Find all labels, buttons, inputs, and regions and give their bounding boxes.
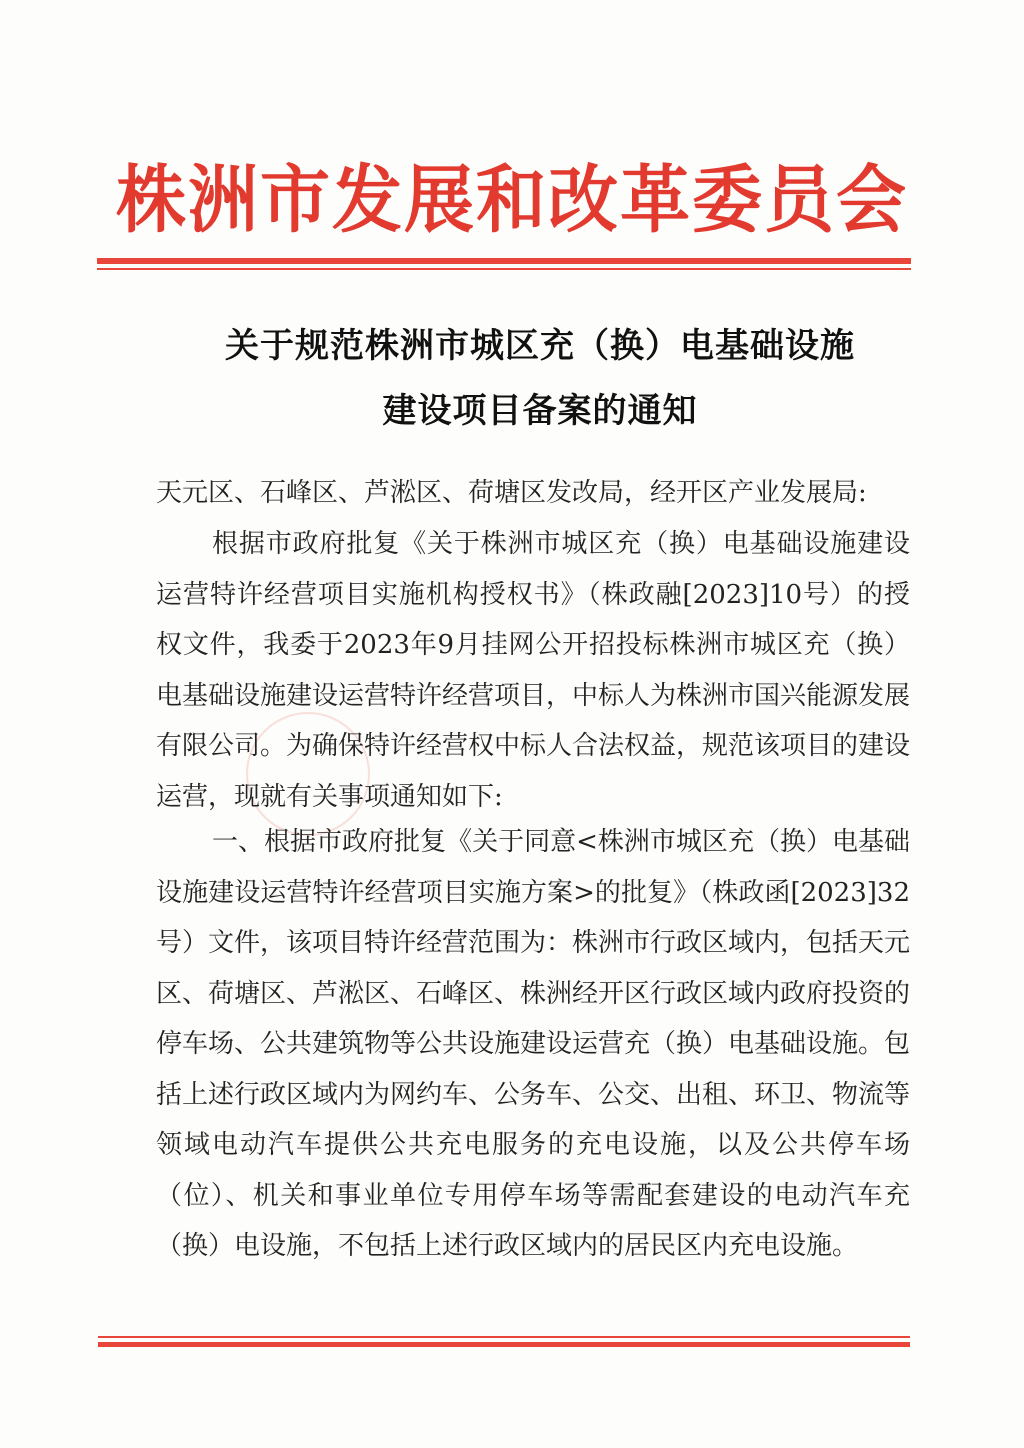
header-rule-thick (97, 258, 911, 264)
document-title-line2: 建设项目备案的通知 (382, 391, 698, 431)
footer-rule-thick (98, 1342, 910, 1347)
body-paragraph-2: 一、根据市政府批复《关于同意<株洲市城区充（换）电基础设施建设运营特许经营项目实施方案>的批复》（株政函[2023]32号）文件，该项目特许经营范围为：株洲市行政区域内，包括天元区、荷塘区、芦淞区、石峰区、株洲经开区行政区域内政府投资的停车场、公共建筑物等公共设施建设运营充（换）电基础设施。包括上述行政区域内为网约车、公务车、公交、出租、环卫、物流等领域电动汽车提供公共充电服务的充电设施，以及公共停车场（位）、机关和事业单位专用停车场等需配套建设的电动汽车充（换）电设施，不包括上述行政区域内的居民区内充电设施。 (156, 827, 911, 1261)
issuing-organization-header: 株洲市发展和改革委员会 (116, 155, 908, 244)
footer-rule-thin (98, 1336, 910, 1338)
header-rule-thin (97, 268, 911, 270)
addressee: 天元区、石峰区、芦淞区、荷塘区发改局，经开区产业发展局: (156, 478, 867, 508)
body-paragraph-1: 根据市政府批复《关于株洲市城区充（换）电基础设施建设运营特许经营项目实施机构授权书》（株政融[2023]10号）的授权文件，我委于2023年9月挂网公开招投标株洲市城区充（换）电基础设施建设运营特许经营项目，中标人为株洲市国兴能源发展有限公司。为确保特许经营权中标人合法权益，规范该项目的建设运营，现就有关事项通知如下: (156, 529, 911, 812)
document-title-line1: 关于规范株洲市城区充（换）电基础设施 (225, 326, 855, 366)
